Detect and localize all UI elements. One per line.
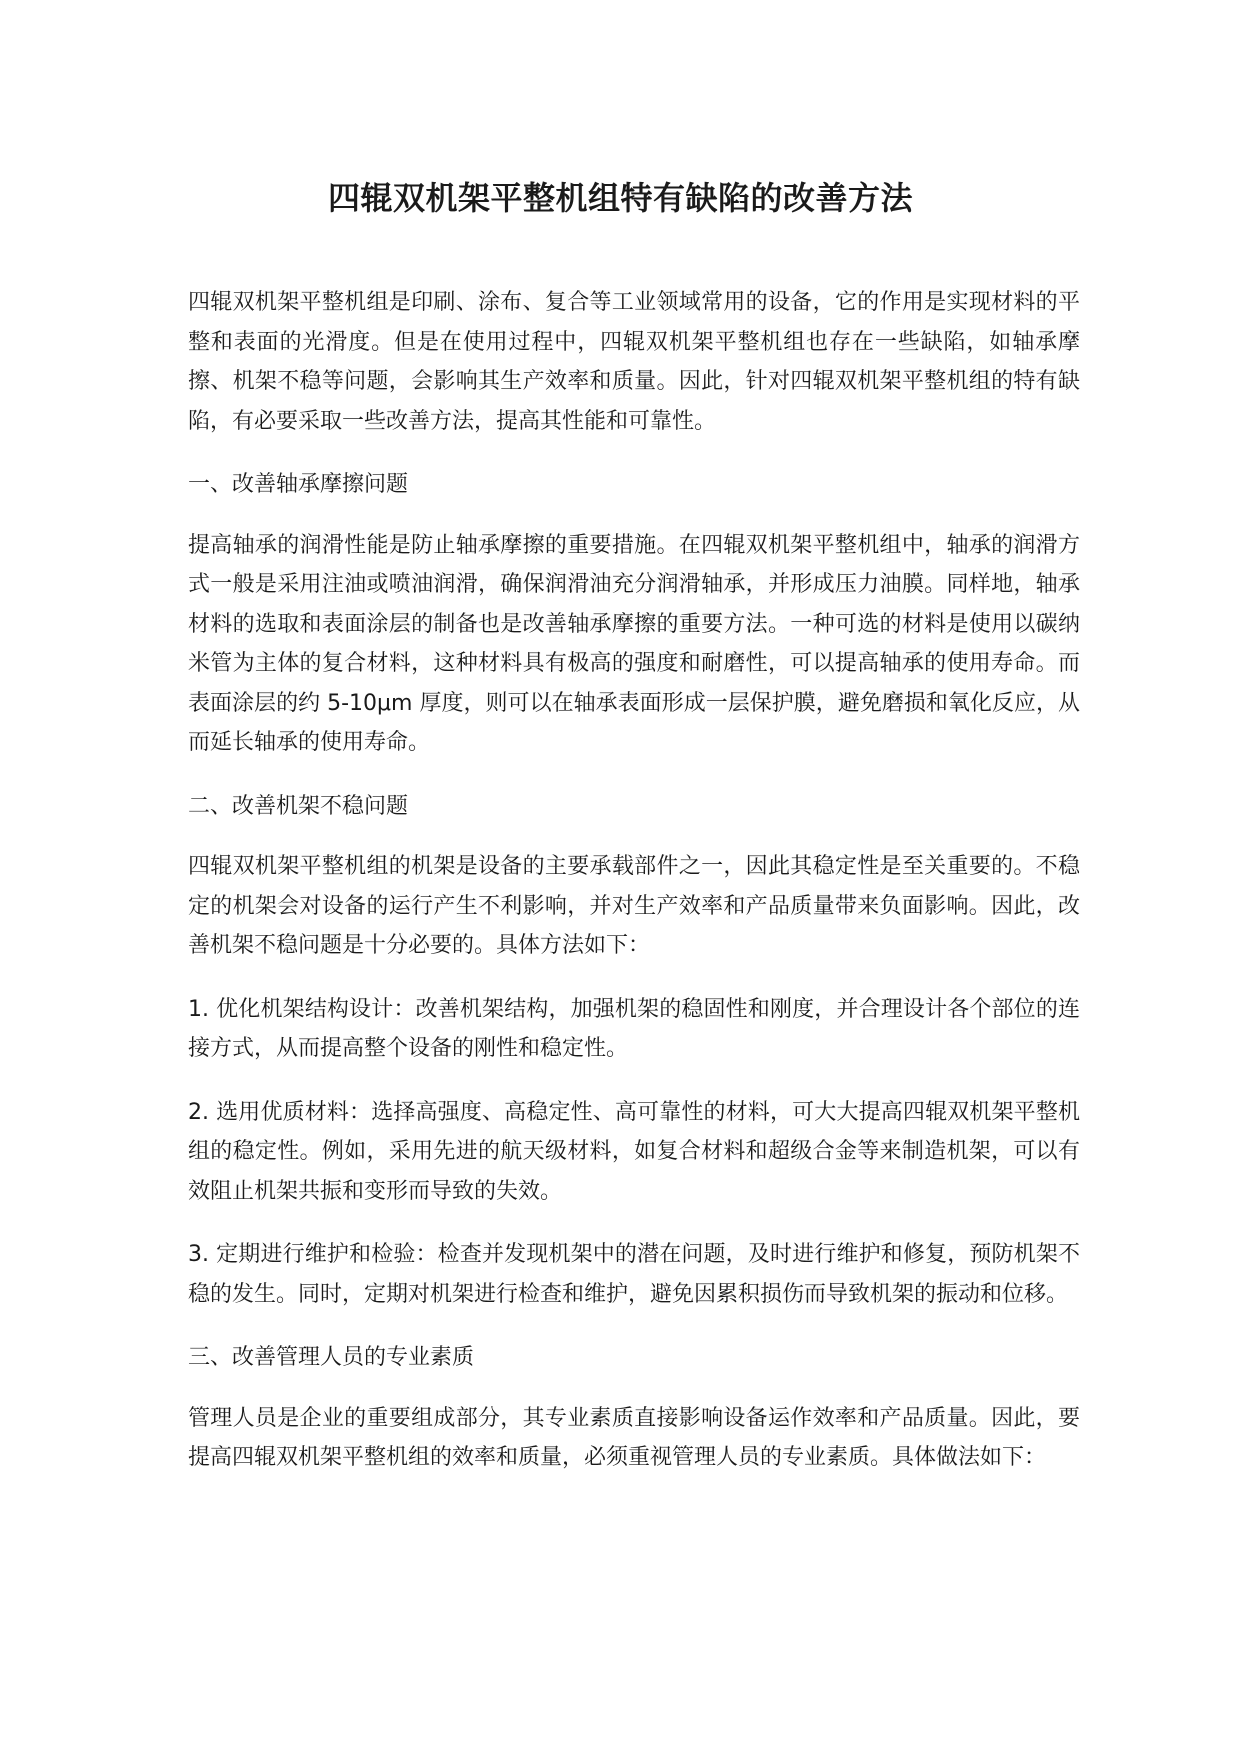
frame-method-3: 3. 定期进行维护和检验：检查并发现机架中的潜在问题，及时进行维护和修复，预防机架不稳的发生。同时，定期对机架进行检查和维护，避免因累积损伤而导致机架的振动和位移。: [188, 1242, 1080, 1307]
document-body: [188, 283, 1080, 1502]
section-heading-management: 三、改善管理人员的专业素质: [188, 1345, 475, 1370]
document-title: 四辊双机架平整机组特有缺陷的改善方法: [327, 179, 913, 217]
section-heading-bearing: 一、改善轴承摩擦问题: [188, 472, 409, 497]
frame-method-1: 1. 优化机架结构设计：改善机架结构，加强机架的稳固性和刚度，并合理设计各个部位的连接方式，从而提高整个设备的刚性和稳定性。: [188, 996, 1080, 1061]
frame-method-2: 2. 选用优质材料：选择高强度、高稳定性、高可靠性的材料，可大大提高四辊双机架平整机组的稳定性。例如，采用先进的航天级材料，如复合材料和超级合金等来制造机架，可以有效阻止机架共振和变形而导致的失效。: [188, 1099, 1080, 1204]
frame-paragraph: 四辊双机架平整机组的机架是设备的主要承载部件之一，因此其稳定性是至关重要的。不稳定的机架会对设备的运行产生不利影响，并对生产效率和产品质量带来负面影响。因此，改善机架不稳问题是十分必要的。具体方法如下：: [188, 854, 1080, 958]
management-paragraph: 管理人员是企业的重要组成部分，其专业素质直接影响设备运作效率和产品质量。因此，要提高四辊双机架平整机组的效率和质量，必须重视管理人员的专业素质。具体做法如下：: [188, 1405, 1080, 1470]
intro-paragraph: 四辊双机架平整机组是印刷、涂布、复合等工业领域常用的设备，它的作用是实现材料的平整和表面的光滑度。但是在使用过程中，四辊双机架平整机组也存在一些缺陷，如轴承摩擦、机架不稳等问题，会影响其生产效率和质量。因此，针对四辊双机架平整机组的特有缺陷，有必要采取一些改善方法，提高其性能和可靠性。: [188, 290, 1080, 434]
section-heading-frame: 二、改善机架不稳问题: [188, 793, 409, 819]
bearing-paragraph: 提高轴承的润滑性能是防止轴承摩擦的重要措施。在四辊双机架平整机组中，轴承的润滑方式一般是采用注油或喷油润滑，确保润滑油充分润滑轴承，并形成压力油膜。同样地，轴承材料的选取和表面涂层的制备也是改善轴承摩擦的重要方法。一种可选的材料是使用以碳纳米管为主体的复合材料，这种材料具有极高的强度和耐磨性，可以提高轴承的使用寿命。而表面涂层的约 5-10μm 厚度，则可以在轴承表面形成一层保护膜，避免磨损和氧化反应，从而延长轴承的使用寿命。: [188, 532, 1080, 755]
